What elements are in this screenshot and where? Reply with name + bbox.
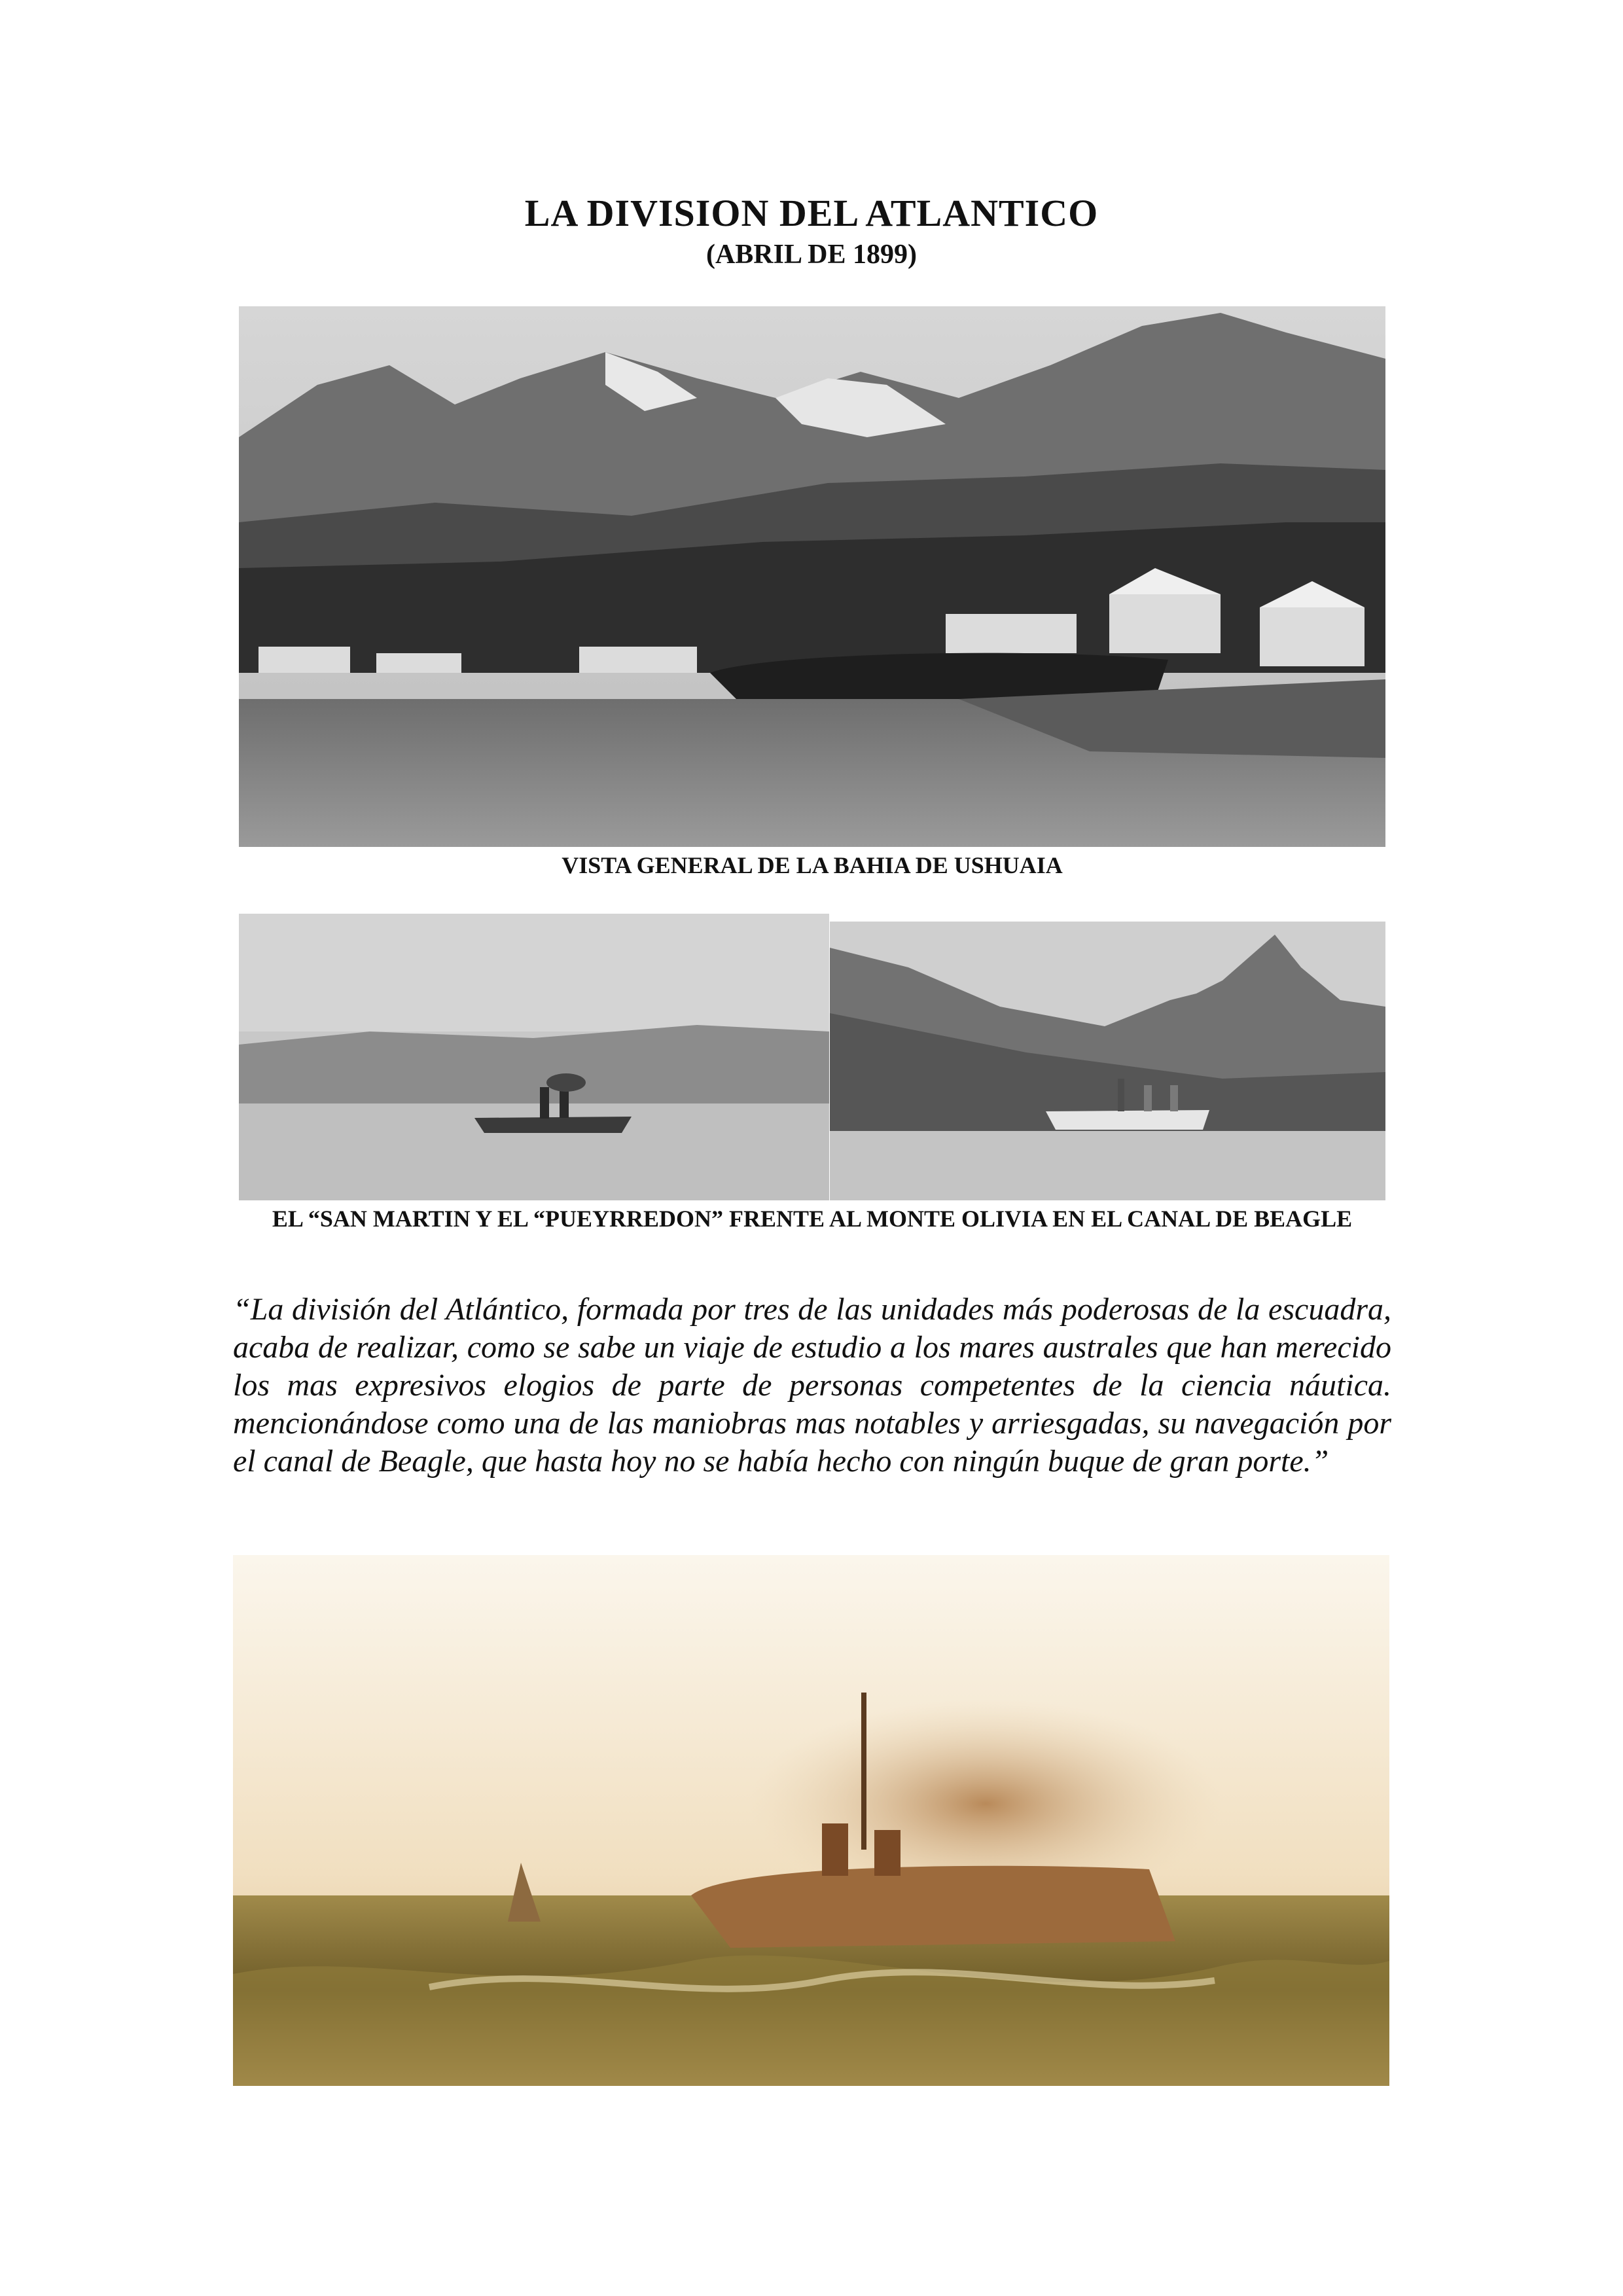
- channel-photos-caption: EL “SAN MARTIN Y EL “PUEYRREDON” FRENTE AL MONTE OLIVIA EN EL CANAL DE BEAGLE: [272, 1206, 1353, 1232]
- page-title: LA DIVISION DEL ATLANTICO: [524, 192, 1099, 234]
- quote-paragraph: “La división del Atlántico, formada por tres de las unidades más poderosas de la escuadra, acaba de realizar, como se sabe un viaje de estudio a los mares australes que han merecido los mas expresivos elogios de parte de personas competentes de la ciencia náutica. mencionándose como una de las maniobras mas notables y arriesgadas, su navegación por el canal de Beagle, que hasta hoy no se había hecho con ningún buque de gran porte.”: [233, 1292, 1391, 1479]
- ushuaia-photo-caption: VISTA GENERAL DE LA BAHIA DE USHUAIA: [562, 852, 1063, 878]
- ship-in-channel-photo-left: [239, 914, 829, 1200]
- page-subtitle: (ABRIL DE 1899): [705, 240, 918, 270]
- ushuaia-bay-photo: [239, 306, 1385, 847]
- warship-painting: [233, 1555, 1389, 2086]
- ship-monte-olivia-photo-right: [830, 922, 1385, 1200]
